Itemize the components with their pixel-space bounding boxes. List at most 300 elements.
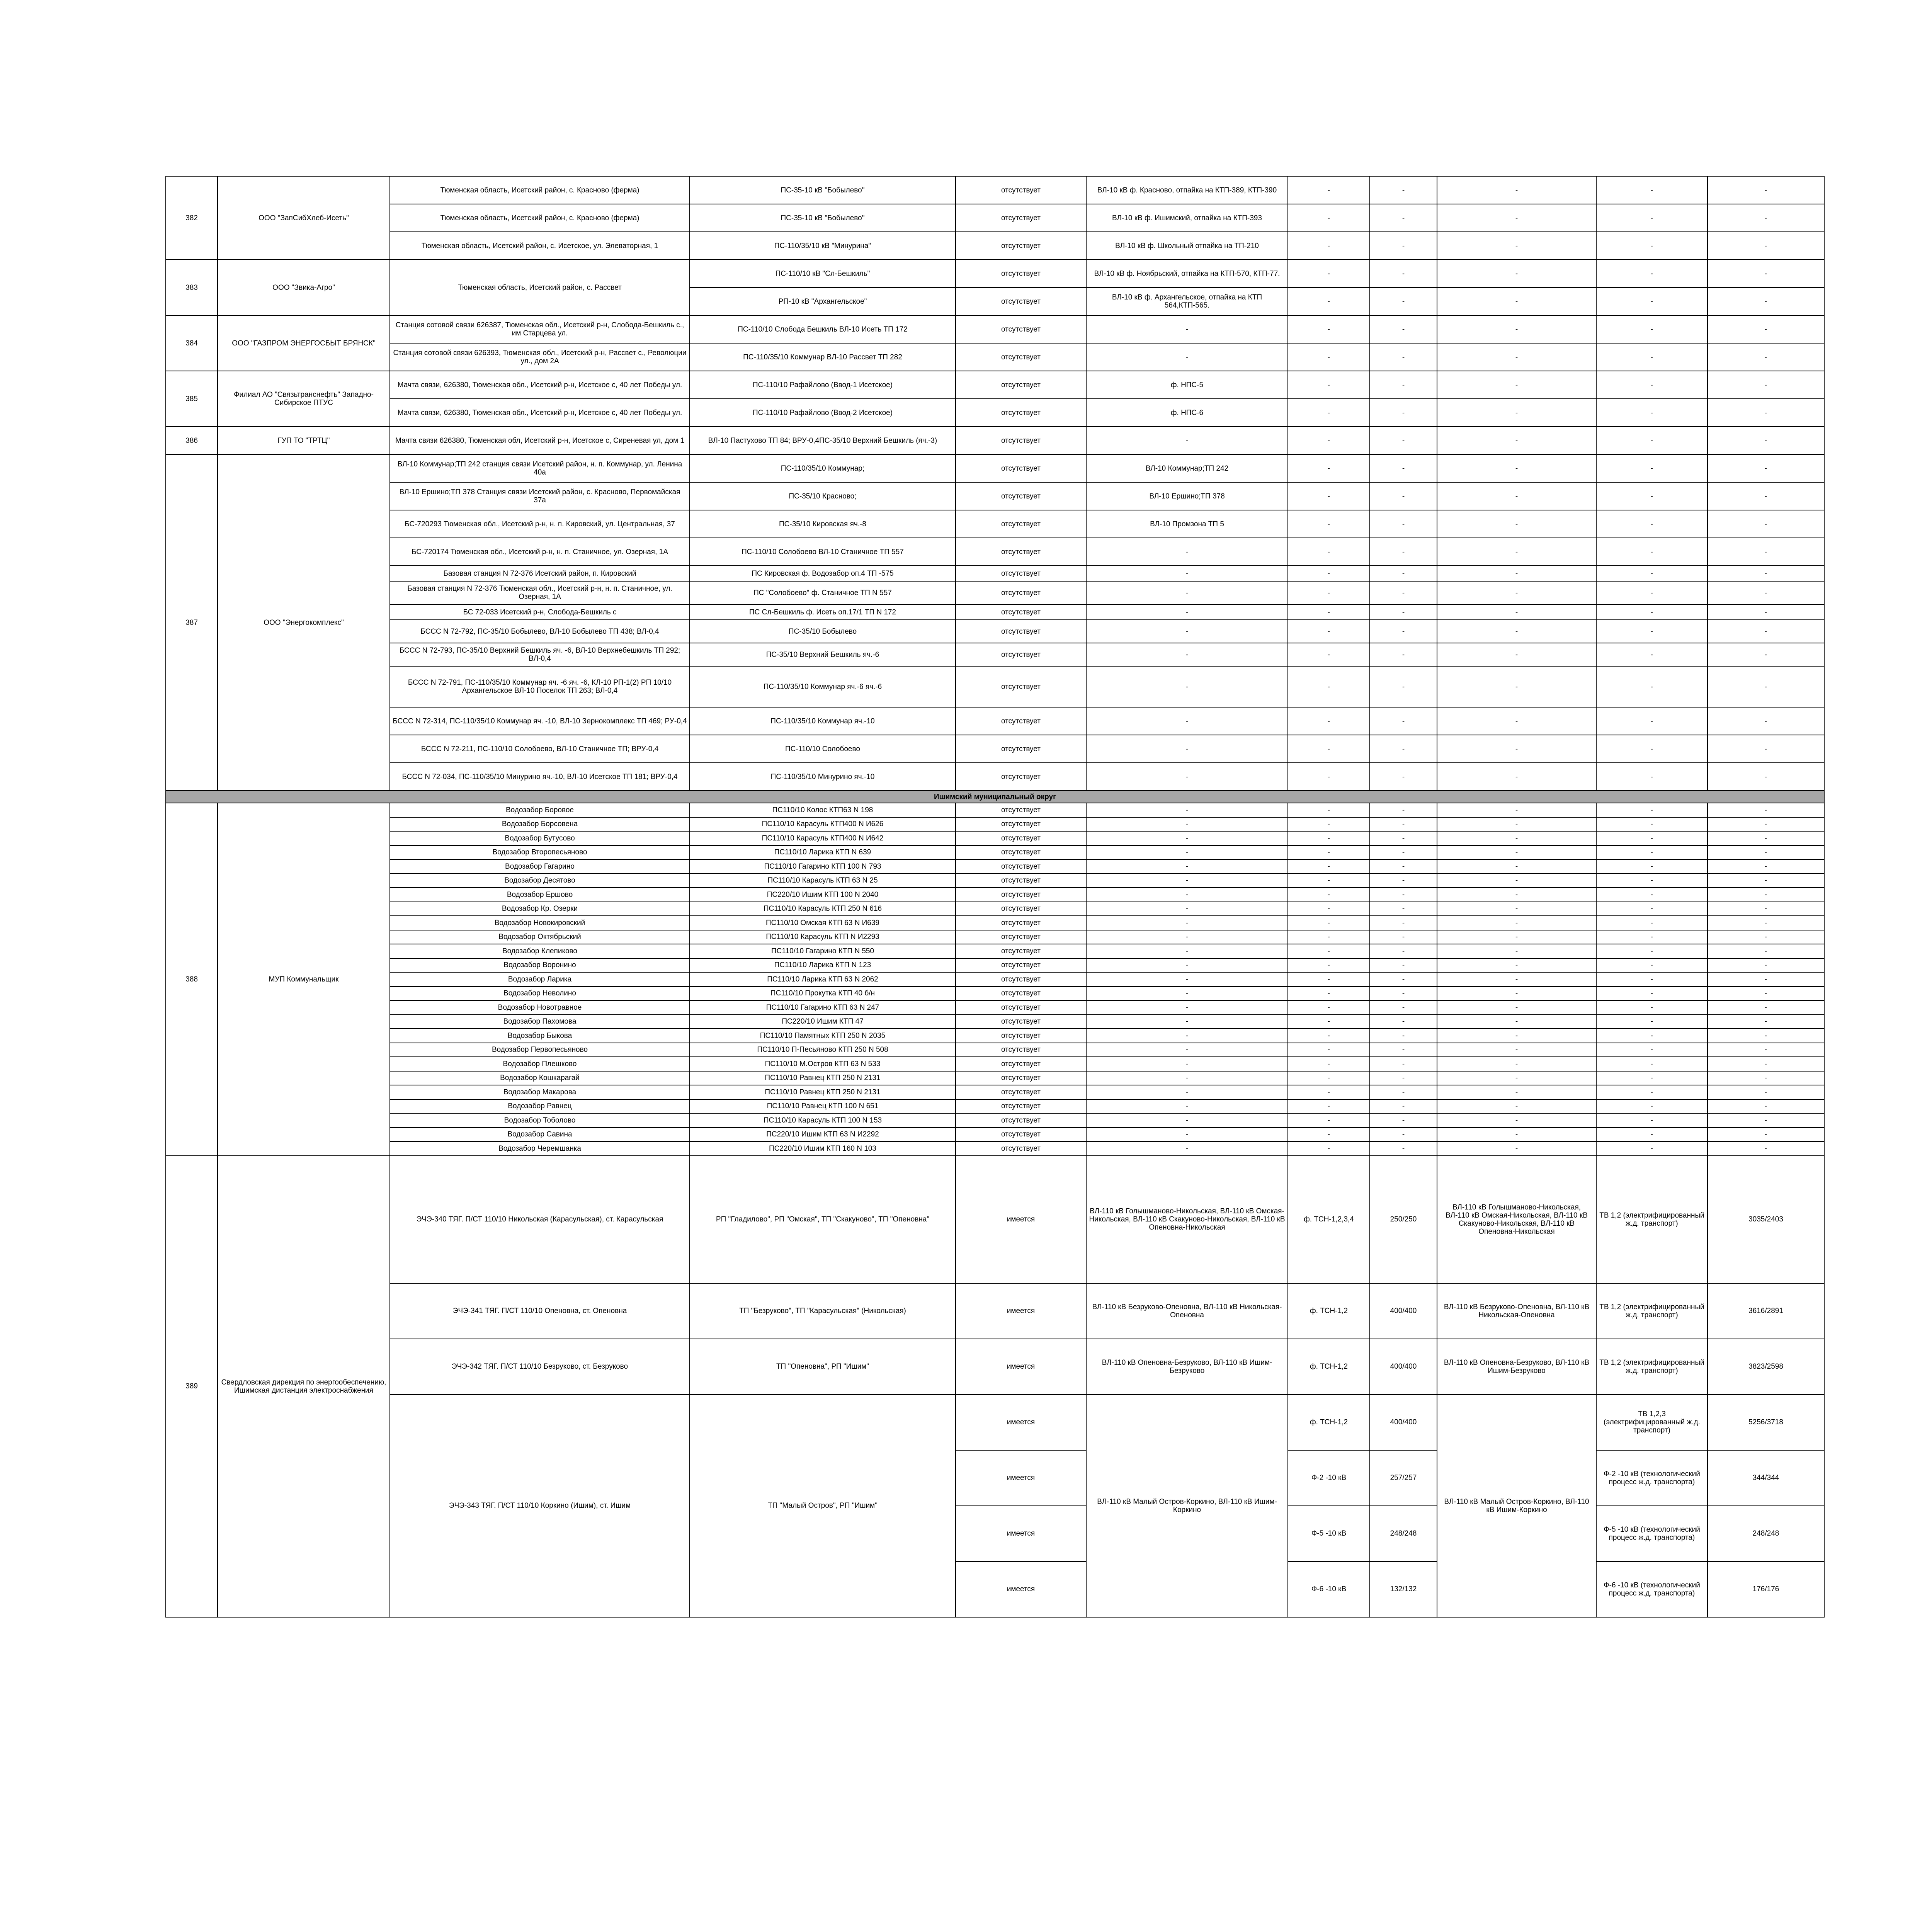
value-cell: - <box>1370 482 1437 510</box>
table-row <box>166 1000 1824 1015</box>
value-cell: - <box>1437 944 1596 958</box>
record-number: 386 <box>166 427 218 454</box>
record-number: 388 <box>166 803 218 1156</box>
connection-cell: отсутствует <box>956 930 1086 944</box>
object-cell: Водозабор Равнец <box>390 1099 690 1114</box>
source-cell: ПС-35/10 Бобылево <box>690 620 956 643</box>
source-cell: ПС110/10 Омская КТП 63 N И639 <box>690 916 956 930</box>
table-row <box>166 343 1824 371</box>
value-cell: - <box>1370 604 1437 620</box>
line-cell: - <box>1086 817 1288 832</box>
object-cell: Станция сотовой связи 626393, Тюменская обл., Исетский р-н, Рассвет с., Революции ул., дом 2А <box>390 343 690 371</box>
record-number: 383 <box>166 260 218 315</box>
value-cell: - <box>1288 1043 1370 1057</box>
value-cell: - <box>1596 1029 1708 1043</box>
source-cell: ПС110/10 Гагарино КТП N 550 <box>690 944 956 958</box>
value-cell: 3823/2598 <box>1708 1339 1824 1395</box>
line-cell: - <box>1086 566 1288 581</box>
value-cell: - <box>1708 735 1824 763</box>
connection-cell: отсутствует <box>956 1015 1086 1029</box>
record-number: 389 <box>166 1156 218 1617</box>
value-cell: - <box>1288 707 1370 735</box>
value-cell: - <box>1370 845 1437 860</box>
value-cell: - <box>1437 817 1596 832</box>
value-cell: 257/257 <box>1370 1450 1437 1506</box>
source-cell: ПС-110/10 кВ "Сл-Бешкиль" <box>690 260 956 287</box>
value-cell: - <box>1708 1071 1824 1085</box>
object-cell: ЭЧЭ-342 ТЯГ. П/СТ 110/10 Безруково, ст. Безруково <box>390 1339 690 1395</box>
value-cell: - <box>1596 1128 1708 1142</box>
connection-cell: отсутствует <box>956 1099 1086 1114</box>
organization-name: ООО "Энергокомплекс" <box>218 454 390 791</box>
value-cell: - <box>1437 831 1596 845</box>
value-cell: - <box>1437 510 1596 538</box>
value-cell: - <box>1288 930 1370 944</box>
value-cell: - <box>1708 510 1824 538</box>
value-cell: - <box>1288 1071 1370 1085</box>
value-cell: - <box>1288 1128 1370 1142</box>
table-row <box>166 399 1824 427</box>
value-cell: - <box>1596 972 1708 987</box>
organization-name: Филиал АО "Связьтранснефть" Западно-Сибирское ПТУС <box>218 371 390 427</box>
value-cell: - <box>1370 427 1437 454</box>
connection-cell: отсутствует <box>956 510 1086 538</box>
connection-cell: отсутствует <box>956 763 1086 791</box>
value-cell: - <box>1370 620 1437 643</box>
line-cell: - <box>1086 859 1288 874</box>
value-cell: ф. ТСН-1,2 <box>1288 1283 1370 1339</box>
value-cell: - <box>1288 566 1370 581</box>
value-cell: - <box>1370 1000 1437 1015</box>
value-cell: - <box>1288 1113 1370 1128</box>
value-cell: - <box>1288 1141 1370 1156</box>
value-cell: - <box>1437 232 1596 260</box>
value-cell: - <box>1370 666 1437 707</box>
line-cell: ВЛ-10 кВ ф. Ишимский, отпайка на КТП-393 <box>1086 204 1288 232</box>
object-cell: Водозабор Плешково <box>390 1057 690 1071</box>
value-cell: ВЛ-110 кВ Опеновна-Безруково, ВЛ-110 кВ Ишим-Безруково <box>1437 1339 1596 1395</box>
line-cell: - <box>1086 763 1288 791</box>
value-cell: - <box>1596 454 1708 482</box>
object-cell: БССС N 72-314, ПС-110/35/10 Коммунар яч. -10, ВЛ-10 Зернокомплекс ТП 469; РУ-0,4 <box>390 707 690 735</box>
line-cell: ВЛ-110 кВ Опеновна-Безруково, ВЛ-110 кВ Ишим-Безруково <box>1086 1339 1288 1395</box>
line-cell: ВЛ-10 кВ ф. Архангельское, отпайка на КТП 564,КТП-565. <box>1086 287 1288 315</box>
value-cell: - <box>1370 343 1437 371</box>
value-cell: - <box>1437 604 1596 620</box>
object-cell: ВЛ-10 Коммунар;ТП 242 станция связи Исетский район, н. п. Коммунар, ул. Ленина 40а <box>390 454 690 482</box>
source-cell: ПС110/10 Карасуль КТП 250 N 616 <box>690 902 956 916</box>
value-cell: - <box>1596 803 1708 817</box>
value-cell: ВЛ-110 кВ Малый Остров-Коркино, ВЛ-110 кВ Ишим-Коркино <box>1437 1395 1596 1617</box>
object-cell: Водозабор Бутусово <box>390 831 690 845</box>
object-cell: Водозабор Боровое <box>390 803 690 817</box>
value-cell: - <box>1288 204 1370 232</box>
value-cell: - <box>1596 260 1708 287</box>
table-row <box>166 735 1824 763</box>
value-cell: - <box>1437 888 1596 902</box>
value-cell: ф. ТСН-1,2,3,4 <box>1288 1156 1370 1283</box>
table-row <box>166 859 1824 874</box>
value-cell: ТВ 1,2,3 (электрифицированный ж.д. транспорт) <box>1596 1395 1708 1450</box>
table-row <box>166 643 1824 666</box>
value-cell: - <box>1288 831 1370 845</box>
line-cell: ВЛ-110 кВ Безруково-Опеновна, ВЛ-110 кВ Никольская-Опеновна <box>1086 1283 1288 1339</box>
table-row <box>166 831 1824 845</box>
value-cell: - <box>1596 581 1708 604</box>
line-cell: - <box>1086 930 1288 944</box>
value-cell: - <box>1370 1057 1437 1071</box>
value-cell: 400/400 <box>1370 1395 1437 1450</box>
value-cell: - <box>1370 399 1437 427</box>
line-cell: - <box>1086 1128 1288 1142</box>
value-cell: - <box>1596 538 1708 566</box>
object-cell: Водозабор Ершово <box>390 888 690 902</box>
value-cell: - <box>1437 930 1596 944</box>
table-row <box>166 1085 1824 1099</box>
value-cell: - <box>1708 707 1824 735</box>
line-cell: - <box>1086 343 1288 371</box>
value-cell: - <box>1288 643 1370 666</box>
line-cell: - <box>1086 620 1288 643</box>
line-cell: - <box>1086 1071 1288 1085</box>
value-cell: - <box>1437 987 1596 1001</box>
line-cell: - <box>1086 1085 1288 1099</box>
value-cell: - <box>1288 763 1370 791</box>
value-cell: - <box>1437 643 1596 666</box>
value-cell: - <box>1708 538 1824 566</box>
value-cell: - <box>1708 315 1824 343</box>
object-cell: БССС N 72-792, ПС-35/10 Бобылево, ВЛ-10 Бобылево ТП 438; ВЛ-0,4 <box>390 620 690 643</box>
value-cell: - <box>1596 763 1708 791</box>
source-cell: ВЛ-10 Пастухово ТП 84; ВРУ-0,4ПС-35/10 Верхний Бешкиль (яч.-3) <box>690 427 956 454</box>
object-cell: Водозабор Кошкарагай <box>390 1071 690 1085</box>
value-cell: - <box>1288 399 1370 427</box>
value-cell: - <box>1708 916 1824 930</box>
value-cell: ф. ТСН-1,2 <box>1288 1395 1370 1450</box>
object-cell: Водозабор Октябрьский <box>390 930 690 944</box>
value-cell: - <box>1596 482 1708 510</box>
organization-name: ООО "Звика-Агро" <box>218 260 390 315</box>
section-title: Ишимский муниципальный округ <box>166 791 1824 803</box>
record-number: 382 <box>166 176 218 260</box>
object-cell: Водозабор Неволино <box>390 987 690 1001</box>
value-cell: - <box>1708 1113 1824 1128</box>
value-cell: - <box>1288 1000 1370 1015</box>
value-cell: - <box>1437 1043 1596 1057</box>
connection-cell: имеется <box>956 1450 1086 1506</box>
table-row <box>166 958 1824 973</box>
value-cell: - <box>1370 1043 1437 1057</box>
table-row <box>166 1099 1824 1114</box>
value-cell: - <box>1370 888 1437 902</box>
object-cell: БС 72-033 Исетский р-н, Слобода-Бешкиль с <box>390 604 690 620</box>
object-cell: Мачта связи, 626380, Тюменская обл., Исетский р-н, Исетское с, 40 лет Победы ул. <box>390 399 690 427</box>
value-cell: ТВ 1,2 (электрифицированный ж.д. транспорт) <box>1596 1283 1708 1339</box>
object-cell: ЭЧЭ-343 ТЯГ. П/СТ 110/10 Коркино (Ишим), ст. Ишим <box>390 1395 690 1617</box>
value-cell: - <box>1708 845 1824 860</box>
value-cell: - <box>1288 1085 1370 1099</box>
data-table <box>165 176 1825 1618</box>
value-cell: 3616/2891 <box>1708 1283 1824 1339</box>
value-cell: - <box>1437 1000 1596 1015</box>
table-row <box>166 803 1824 817</box>
line-cell: - <box>1086 916 1288 930</box>
line-cell: ВЛ-10 Ершино;ТП 378 <box>1086 482 1288 510</box>
line-cell: ВЛ-10 кВ ф. Красново, отпайка на КТП-389, КТП-390 <box>1086 176 1288 204</box>
source-cell: ТП "Опеновна", РП "Ишим" <box>690 1339 956 1395</box>
object-cell: Водозабор Быкова <box>390 1029 690 1043</box>
value-cell: - <box>1596 204 1708 232</box>
table-row <box>166 581 1824 604</box>
object-cell: Станция сотовой связи 626387, Тюменская обл., Исетский р-н, Слобода-Бешкиль с., им Старцева ул. <box>390 315 690 343</box>
object-cell: Водозабор Борсовена <box>390 817 690 832</box>
connection-cell: отсутствует <box>956 874 1086 888</box>
connection-cell: отсутствует <box>956 888 1086 902</box>
object-cell: Водозабор Ларика <box>390 972 690 987</box>
source-cell: ПС Сл-Бешкиль ф. Исеть оп.17/1 ТП N 172 <box>690 604 956 620</box>
source-cell: ПС220/10 Ишим КТП 47 <box>690 1015 956 1029</box>
value-cell: - <box>1708 343 1824 371</box>
value-cell: - <box>1437 260 1596 287</box>
value-cell: - <box>1437 427 1596 454</box>
connection-cell: отсутствует <box>956 176 1086 204</box>
connection-cell: отсутствует <box>956 817 1086 832</box>
value-cell: - <box>1708 817 1824 832</box>
line-cell: - <box>1086 874 1288 888</box>
value-cell: - <box>1708 1015 1824 1029</box>
table-row <box>166 1395 1824 1450</box>
value-cell: - <box>1288 735 1370 763</box>
object-cell: Водозабор Черемшанка <box>390 1141 690 1156</box>
value-cell: - <box>1370 817 1437 832</box>
value-cell: - <box>1370 315 1437 343</box>
connection-cell: отсутствует <box>956 1128 1086 1142</box>
connection-cell: отсутствует <box>956 707 1086 735</box>
source-cell: ПС110/10 Равнец КТП 250 N 2131 <box>690 1085 956 1099</box>
value-cell: - <box>1596 666 1708 707</box>
connection-cell: отсутствует <box>956 482 1086 510</box>
value-cell: - <box>1708 902 1824 916</box>
source-cell: ПС110/10 Карасуль КТП 63 N 25 <box>690 874 956 888</box>
table-row <box>166 1141 1824 1156</box>
value-cell: - <box>1708 803 1824 817</box>
value-cell: - <box>1708 930 1824 944</box>
source-cell: ПС-35/10 Кировская яч.-8 <box>690 510 956 538</box>
source-cell: ПС-110/35/10 Коммунар; <box>690 454 956 482</box>
object-cell: БС-720293 Тюменская обл., Исетский р-н, н. п. Кировский, ул. Центральная, 37 <box>390 510 690 538</box>
value-cell: - <box>1437 482 1596 510</box>
value-cell: - <box>1370 260 1437 287</box>
value-cell: - <box>1288 427 1370 454</box>
organization-name: Свердловская дирекция по энергообеспечению, Ишимская дистанция электроснабжения <box>218 1156 390 1617</box>
value-cell: - <box>1596 859 1708 874</box>
value-cell: - <box>1437 399 1596 427</box>
value-cell: - <box>1596 958 1708 973</box>
line-cell: - <box>1086 315 1288 343</box>
line-cell: - <box>1086 581 1288 604</box>
object-cell: Водозабор Савина <box>390 1128 690 1142</box>
value-cell: - <box>1437 1128 1596 1142</box>
value-cell: - <box>1708 874 1824 888</box>
value-cell: - <box>1596 817 1708 832</box>
source-cell: ПС-35/10 Верхний Бешкиль яч.-6 <box>690 643 956 666</box>
value-cell: - <box>1708 1000 1824 1015</box>
source-cell: ПС-110/35/10 Минурино яч.-10 <box>690 763 956 791</box>
record-number: 384 <box>166 315 218 371</box>
value-cell: 250/250 <box>1370 1156 1437 1283</box>
value-cell: - <box>1437 620 1596 643</box>
value-cell: - <box>1596 399 1708 427</box>
value-cell: - <box>1437 707 1596 735</box>
connection-cell: имеется <box>956 1283 1086 1339</box>
value-cell: - <box>1437 287 1596 315</box>
value-cell: - <box>1288 604 1370 620</box>
connection-cell: имеется <box>956 1506 1086 1561</box>
value-cell: - <box>1708 604 1824 620</box>
value-cell: - <box>1370 1085 1437 1099</box>
line-cell: - <box>1086 735 1288 763</box>
connection-cell: отсутствует <box>956 204 1086 232</box>
value-cell: - <box>1708 888 1824 902</box>
connection-cell: отсутствует <box>956 987 1086 1001</box>
value-cell: - <box>1596 874 1708 888</box>
object-cell: Тюменская область, Исетский район, с. Исетское, ул. Элеваторная, 1 <box>390 232 690 260</box>
value-cell: - <box>1288 581 1370 604</box>
value-cell: - <box>1596 1071 1708 1085</box>
connection-cell: отсутствует <box>956 1071 1086 1085</box>
value-cell: - <box>1370 1029 1437 1043</box>
value-cell: 132/132 <box>1370 1561 1437 1617</box>
value-cell: - <box>1708 831 1824 845</box>
value-cell: - <box>1370 287 1437 315</box>
table-row <box>166 1113 1824 1128</box>
value-cell: - <box>1708 1043 1824 1057</box>
line-cell: - <box>1086 1141 1288 1156</box>
table-row <box>166 944 1824 958</box>
source-cell: ПС220/10 Ишим КТП 63 N И2292 <box>690 1128 956 1142</box>
value-cell: - <box>1288 482 1370 510</box>
value-cell: - <box>1437 1113 1596 1128</box>
table-row <box>166 987 1824 1001</box>
table-row <box>166 817 1824 832</box>
value-cell: - <box>1288 987 1370 1001</box>
value-cell: Ф-2 -10 кВ <box>1288 1450 1370 1506</box>
connection-cell: отсутствует <box>956 902 1086 916</box>
value-cell: - <box>1370 581 1437 604</box>
source-cell: РП "Гладилово", РП "Омская", ТП "Скакуново", ТП "Опеновна" <box>690 1156 956 1283</box>
value-cell: - <box>1288 666 1370 707</box>
source-cell: ПС110/10 Карасуль КТП400 N И642 <box>690 831 956 845</box>
value-cell: - <box>1437 371 1596 399</box>
object-cell: Водозабор Гагарино <box>390 859 690 874</box>
line-cell: - <box>1086 604 1288 620</box>
value-cell: - <box>1437 803 1596 817</box>
value-cell: - <box>1288 371 1370 399</box>
line-cell: ВЛ-10 Коммунар;ТП 242 <box>1086 454 1288 482</box>
table-row <box>166 604 1824 620</box>
value-cell: - <box>1370 643 1437 666</box>
value-cell: - <box>1288 845 1370 860</box>
connection-cell: отсутствует <box>956 399 1086 427</box>
table-row <box>166 874 1824 888</box>
object-cell: Базовая станция N 72-376 Исетский район, п. Кировский <box>390 566 690 581</box>
value-cell: - <box>1370 763 1437 791</box>
line-cell: ф. НПС-6 <box>1086 399 1288 427</box>
source-cell: ПС110/10 Ларика КТП N 639 <box>690 845 956 860</box>
value-cell: - <box>1596 987 1708 1001</box>
value-cell: 3035/2403 <box>1708 1156 1824 1283</box>
source-cell: ПС110/10 М.Остров КТП 63 N 533 <box>690 1057 956 1071</box>
value-cell: - <box>1708 581 1824 604</box>
connection-cell: отсутствует <box>956 260 1086 287</box>
value-cell: - <box>1596 930 1708 944</box>
object-cell: БССС N 72-791, ПС-110/35/10 Коммунар яч. -6 яч. -6, КЛ-10 РП-1(2) РП 10/10 Архангельское ВЛ-10 Поселок ТП 263; ВЛ-0,4 <box>390 666 690 707</box>
value-cell: - <box>1437 454 1596 482</box>
connection-cell: отсутствует <box>956 803 1086 817</box>
source-cell: ПС-110/10 Солобоево <box>690 735 956 763</box>
source-cell: ПС110/10 Карасуль КТП400 N И626 <box>690 817 956 832</box>
value-cell: ф. ТСН-1,2 <box>1288 1339 1370 1395</box>
object-cell: ВЛ-10 Ершино;ТП 378 Станция связи Исетский район, с. Красново, Первомайская 37а <box>390 482 690 510</box>
value-cell: - <box>1708 427 1824 454</box>
connection-cell: отсутствует <box>956 735 1086 763</box>
value-cell: - <box>1596 343 1708 371</box>
value-cell: - <box>1437 874 1596 888</box>
connection-cell: отсутствует <box>956 1141 1086 1156</box>
source-cell: ПС Кировская ф. Водозабор оп.4 ТП -575 <box>690 566 956 581</box>
value-cell: - <box>1708 972 1824 987</box>
value-cell: - <box>1708 1141 1824 1156</box>
value-cell: - <box>1370 831 1437 845</box>
value-cell: - <box>1370 803 1437 817</box>
value-cell: - <box>1596 427 1708 454</box>
value-cell: - <box>1370 930 1437 944</box>
value-cell: - <box>1288 1029 1370 1043</box>
value-cell: - <box>1596 604 1708 620</box>
source-cell: ПС110/10 Ларика КТП N 123 <box>690 958 956 973</box>
value-cell: - <box>1596 620 1708 643</box>
value-cell: 5256/3718 <box>1708 1395 1824 1450</box>
value-cell: 344/344 <box>1708 1450 1824 1506</box>
connection-cell: отсутствует <box>956 944 1086 958</box>
value-cell: - <box>1708 1128 1824 1142</box>
value-cell: - <box>1596 944 1708 958</box>
value-cell: - <box>1370 371 1437 399</box>
value-cell: - <box>1596 566 1708 581</box>
line-cell: - <box>1086 902 1288 916</box>
value-cell: - <box>1437 859 1596 874</box>
value-cell: - <box>1370 1099 1437 1114</box>
value-cell: - <box>1437 343 1596 371</box>
organization-name: ООО "ГАЗПРОМ ЭНЕРГОСБЫТ БРЯНСК" <box>218 315 390 371</box>
table-row <box>166 1015 1824 1029</box>
line-cell: ВЛ-110 кВ Малый Остров-Коркино, ВЛ-110 кВ Ишим-Коркино <box>1086 1395 1288 1617</box>
source-cell: ПС-110/10 Слобода Бешкиль ВЛ-10 Исеть ТП 172 <box>690 315 956 343</box>
source-cell: ПС-110/35/10 кВ "Минурина" <box>690 232 956 260</box>
value-cell: Ф-6 -10 кВ (технологический процесс ж.д. транспорта) <box>1596 1561 1708 1617</box>
connection-cell: имеется <box>956 1339 1086 1395</box>
connection-cell: отсутствует <box>956 643 1086 666</box>
connection-cell: отсутствует <box>956 958 1086 973</box>
object-cell: БССС N 72-793, ПС-35/10 Верхний Бешкиль яч. -6, ВЛ-10 Верхнебешкиль ТП 292; ВЛ-0,4 <box>390 643 690 666</box>
value-cell: - <box>1596 1057 1708 1071</box>
table-row <box>166 566 1824 581</box>
table-row <box>166 454 1824 482</box>
connection-cell: отсутствует <box>956 1113 1086 1128</box>
value-cell: - <box>1288 620 1370 643</box>
line-cell: ВЛ-10 кВ ф. Школьный отпайка на ТП-210 <box>1086 232 1288 260</box>
object-cell: Водозабор Макарова <box>390 1085 690 1099</box>
